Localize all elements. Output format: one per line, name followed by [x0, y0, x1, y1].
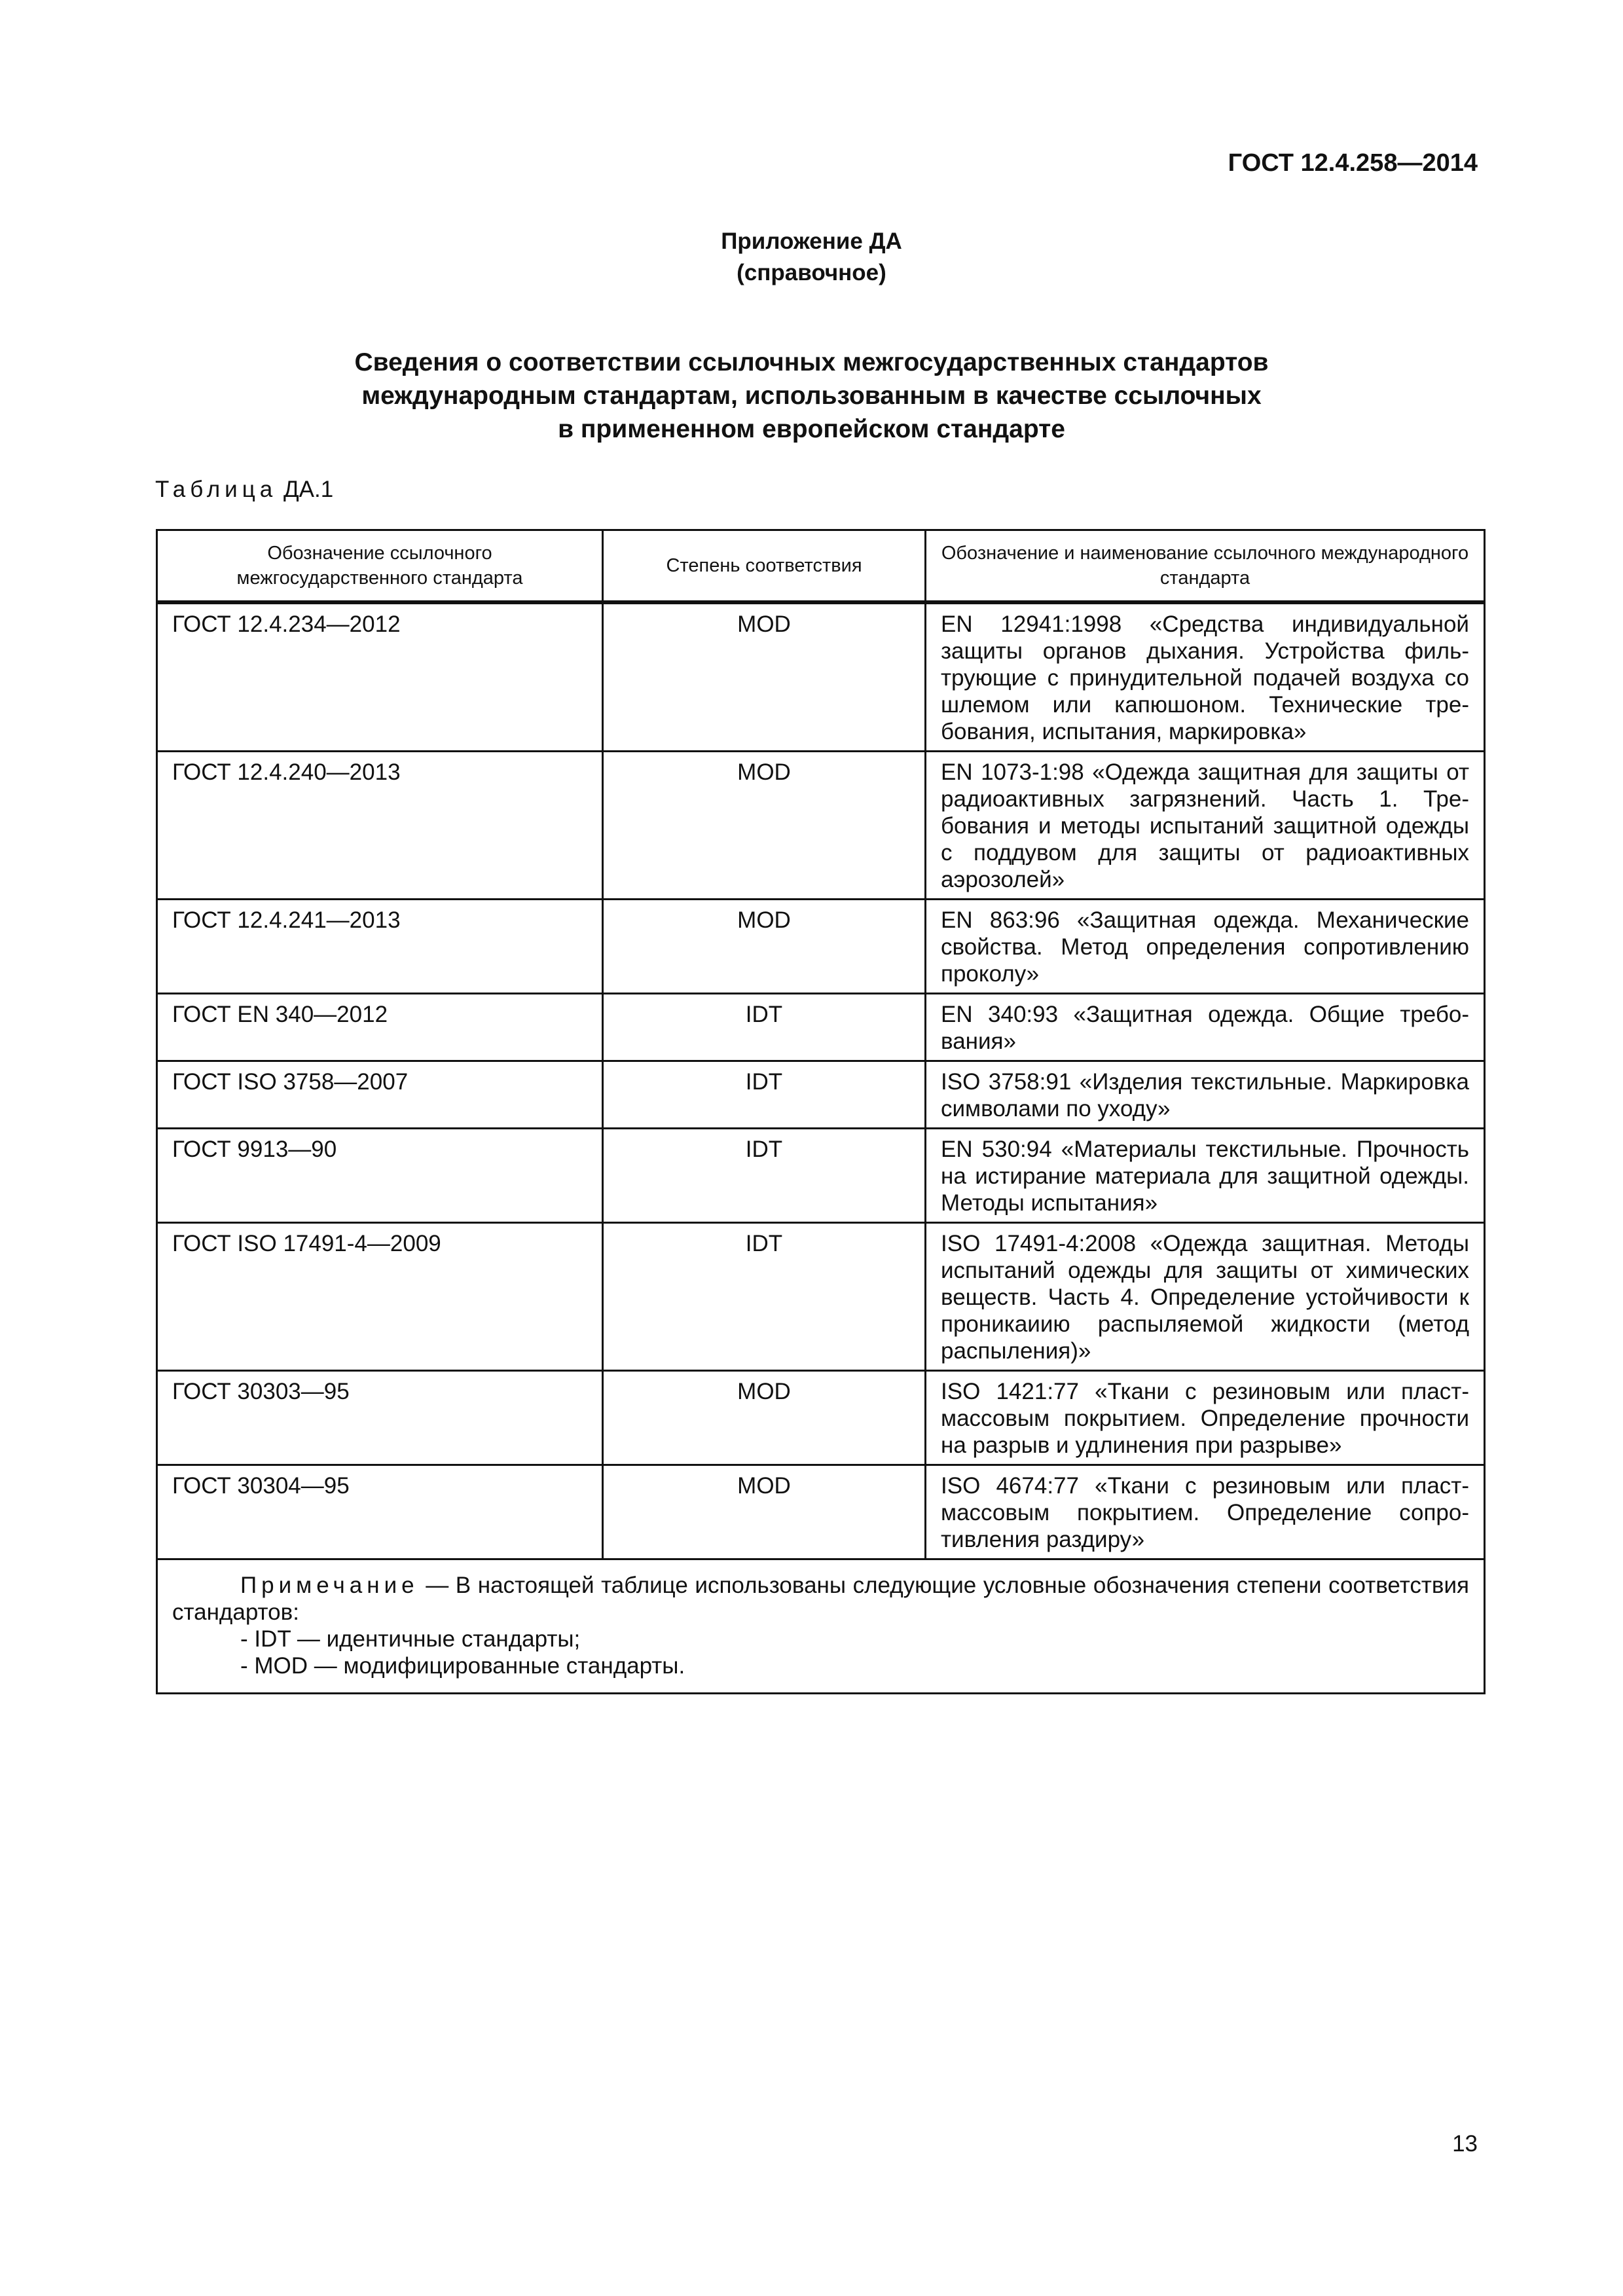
- document-code: ГОСТ 12.4.258—2014: [1228, 149, 1478, 177]
- cell-international: EN 1073-1:98 «Одежда защитная для защиты от радиоактивных загрязнений. Часть 1. Требования и методы испытаний защитной одежды с поддувом для защиты от радиоактивных аэрозолей»: [926, 752, 1485, 900]
- cell-standard: ГОСТ 12.4.234—2012: [157, 602, 603, 752]
- correspondence-table: [156, 529, 1486, 1694]
- section-heading: [0, 346, 1623, 446]
- cell-international: EN 863:96 «Защитная одежда. Механические свойства. Метод определения сопротивлению проколу»: [926, 900, 1485, 994]
- cell-degree: MOD: [603, 602, 926, 752]
- table-row: [157, 994, 1485, 1061]
- cell-international: EN 12941:1998 «Средства индивидуальной защиты органов дыхания. Устройства фильтрующие с принудительной подачей воздуха со шлемом или капюшоном. Технические требования, испытания, маркировка»: [926, 602, 1485, 752]
- table-header-row: [157, 530, 1485, 603]
- cell-standard: ГОСТ 12.4.240—2013: [157, 752, 603, 900]
- header-international-standard: Обозначение и наименование ссылочного международного стандарта: [926, 530, 1485, 603]
- cell-degree: IDT: [603, 1223, 926, 1371]
- table-note: [157, 1559, 1485, 1694]
- heading-line-1: Сведения о соответствии ссылочных межгосударственных стандартов: [354, 348, 1269, 376]
- cell-degree: MOD: [603, 900, 926, 994]
- header-degree: Степень соответствия: [603, 530, 926, 603]
- cell-standard: ГОСТ 12.4.241—2013: [157, 900, 603, 994]
- heading-line-3: в примененном европейском стандарте: [558, 415, 1065, 443]
- note-item-idt: - IDT — идентичные стандарты;: [240, 1626, 581, 1652]
- note-text-line: [172, 1572, 1469, 1626]
- cell-international: ISO 4674:77 «Ткани с резиновым или пластмассовым покрытием. Определение сопротивления раздиру»: [926, 1465, 1485, 1559]
- annex-header: [0, 226, 1623, 289]
- table-row: [157, 1129, 1485, 1223]
- cell-international: ISO 1421:77 «Ткани с резиновым или пластмассовым покрытием. Определение прочности на разрыв и удлинения при разрыве»: [926, 1371, 1485, 1465]
- cell-standard: ГОСТ EN 340—2012: [157, 994, 603, 1061]
- cell-international: ISO 3758:91 «Изделия текстильные. Маркировка символами по уходу»: [926, 1061, 1485, 1129]
- table-label-number: ДА.1: [283, 477, 334, 502]
- table-row: [157, 1223, 1485, 1371]
- table-note-row: [157, 1559, 1485, 1694]
- cell-degree: MOD: [603, 1371, 926, 1465]
- table-row: [157, 752, 1485, 900]
- cell-standard: ГОСТ 9913—90: [157, 1129, 603, 1223]
- page-number: 13: [1452, 2131, 1478, 2157]
- note-text: — В настоящей таблице использованы следующие условные обозначения степени соответствия стандартов:: [172, 1573, 1469, 1625]
- table-row: [157, 900, 1485, 994]
- header-interstate-standard: Обозначение ссылочного межгосударственного стандарта: [157, 530, 603, 603]
- cell-standard: ГОСТ 30303—95: [157, 1371, 603, 1465]
- table-row: [157, 1061, 1485, 1129]
- cell-international: EN 530:94 «Материалы текстильные. Прочность на истирание материала для защитной одежды. Методы испытания»: [926, 1129, 1485, 1223]
- table-row: [157, 1371, 1485, 1465]
- annex-subtitle: (справочное): [737, 260, 886, 285]
- cell-degree: IDT: [603, 1129, 926, 1223]
- cell-degree: MOD: [603, 1465, 926, 1559]
- note-item-mod: - MOD — модифицированные стандарты.: [240, 1653, 685, 1679]
- table-label-word: Таблица: [155, 477, 278, 502]
- table-label: [155, 477, 333, 503]
- table-row: [157, 602, 1485, 752]
- note-label: Примечание: [240, 1573, 419, 1598]
- cell-degree: IDT: [603, 994, 926, 1061]
- cell-standard: ГОСТ ISO 17491-4—2009: [157, 1223, 603, 1371]
- cell-international: ISO 17491-4:2008 «Одежда защитная. Методы испытаний одежды для защиты от химических веществ. Часть 4. Определение устойчивости к проникаиию распыляемой жидкости (метод распыления)»: [926, 1223, 1485, 1371]
- annex-title: Приложение ДА: [721, 228, 902, 254]
- cell-degree: IDT: [603, 1061, 926, 1129]
- heading-line-2: международным стандартам, использованным в качестве ссылочных: [361, 382, 1262, 410]
- cell-standard: ГОСТ 30304—95: [157, 1465, 603, 1559]
- cell-degree: MOD: [603, 752, 926, 900]
- cell-standard: ГОСТ ISO 3758—2007: [157, 1061, 603, 1129]
- table-row: [157, 1465, 1485, 1559]
- cell-international: EN 340:93 «Защитная одежда. Общие требования»: [926, 994, 1485, 1061]
